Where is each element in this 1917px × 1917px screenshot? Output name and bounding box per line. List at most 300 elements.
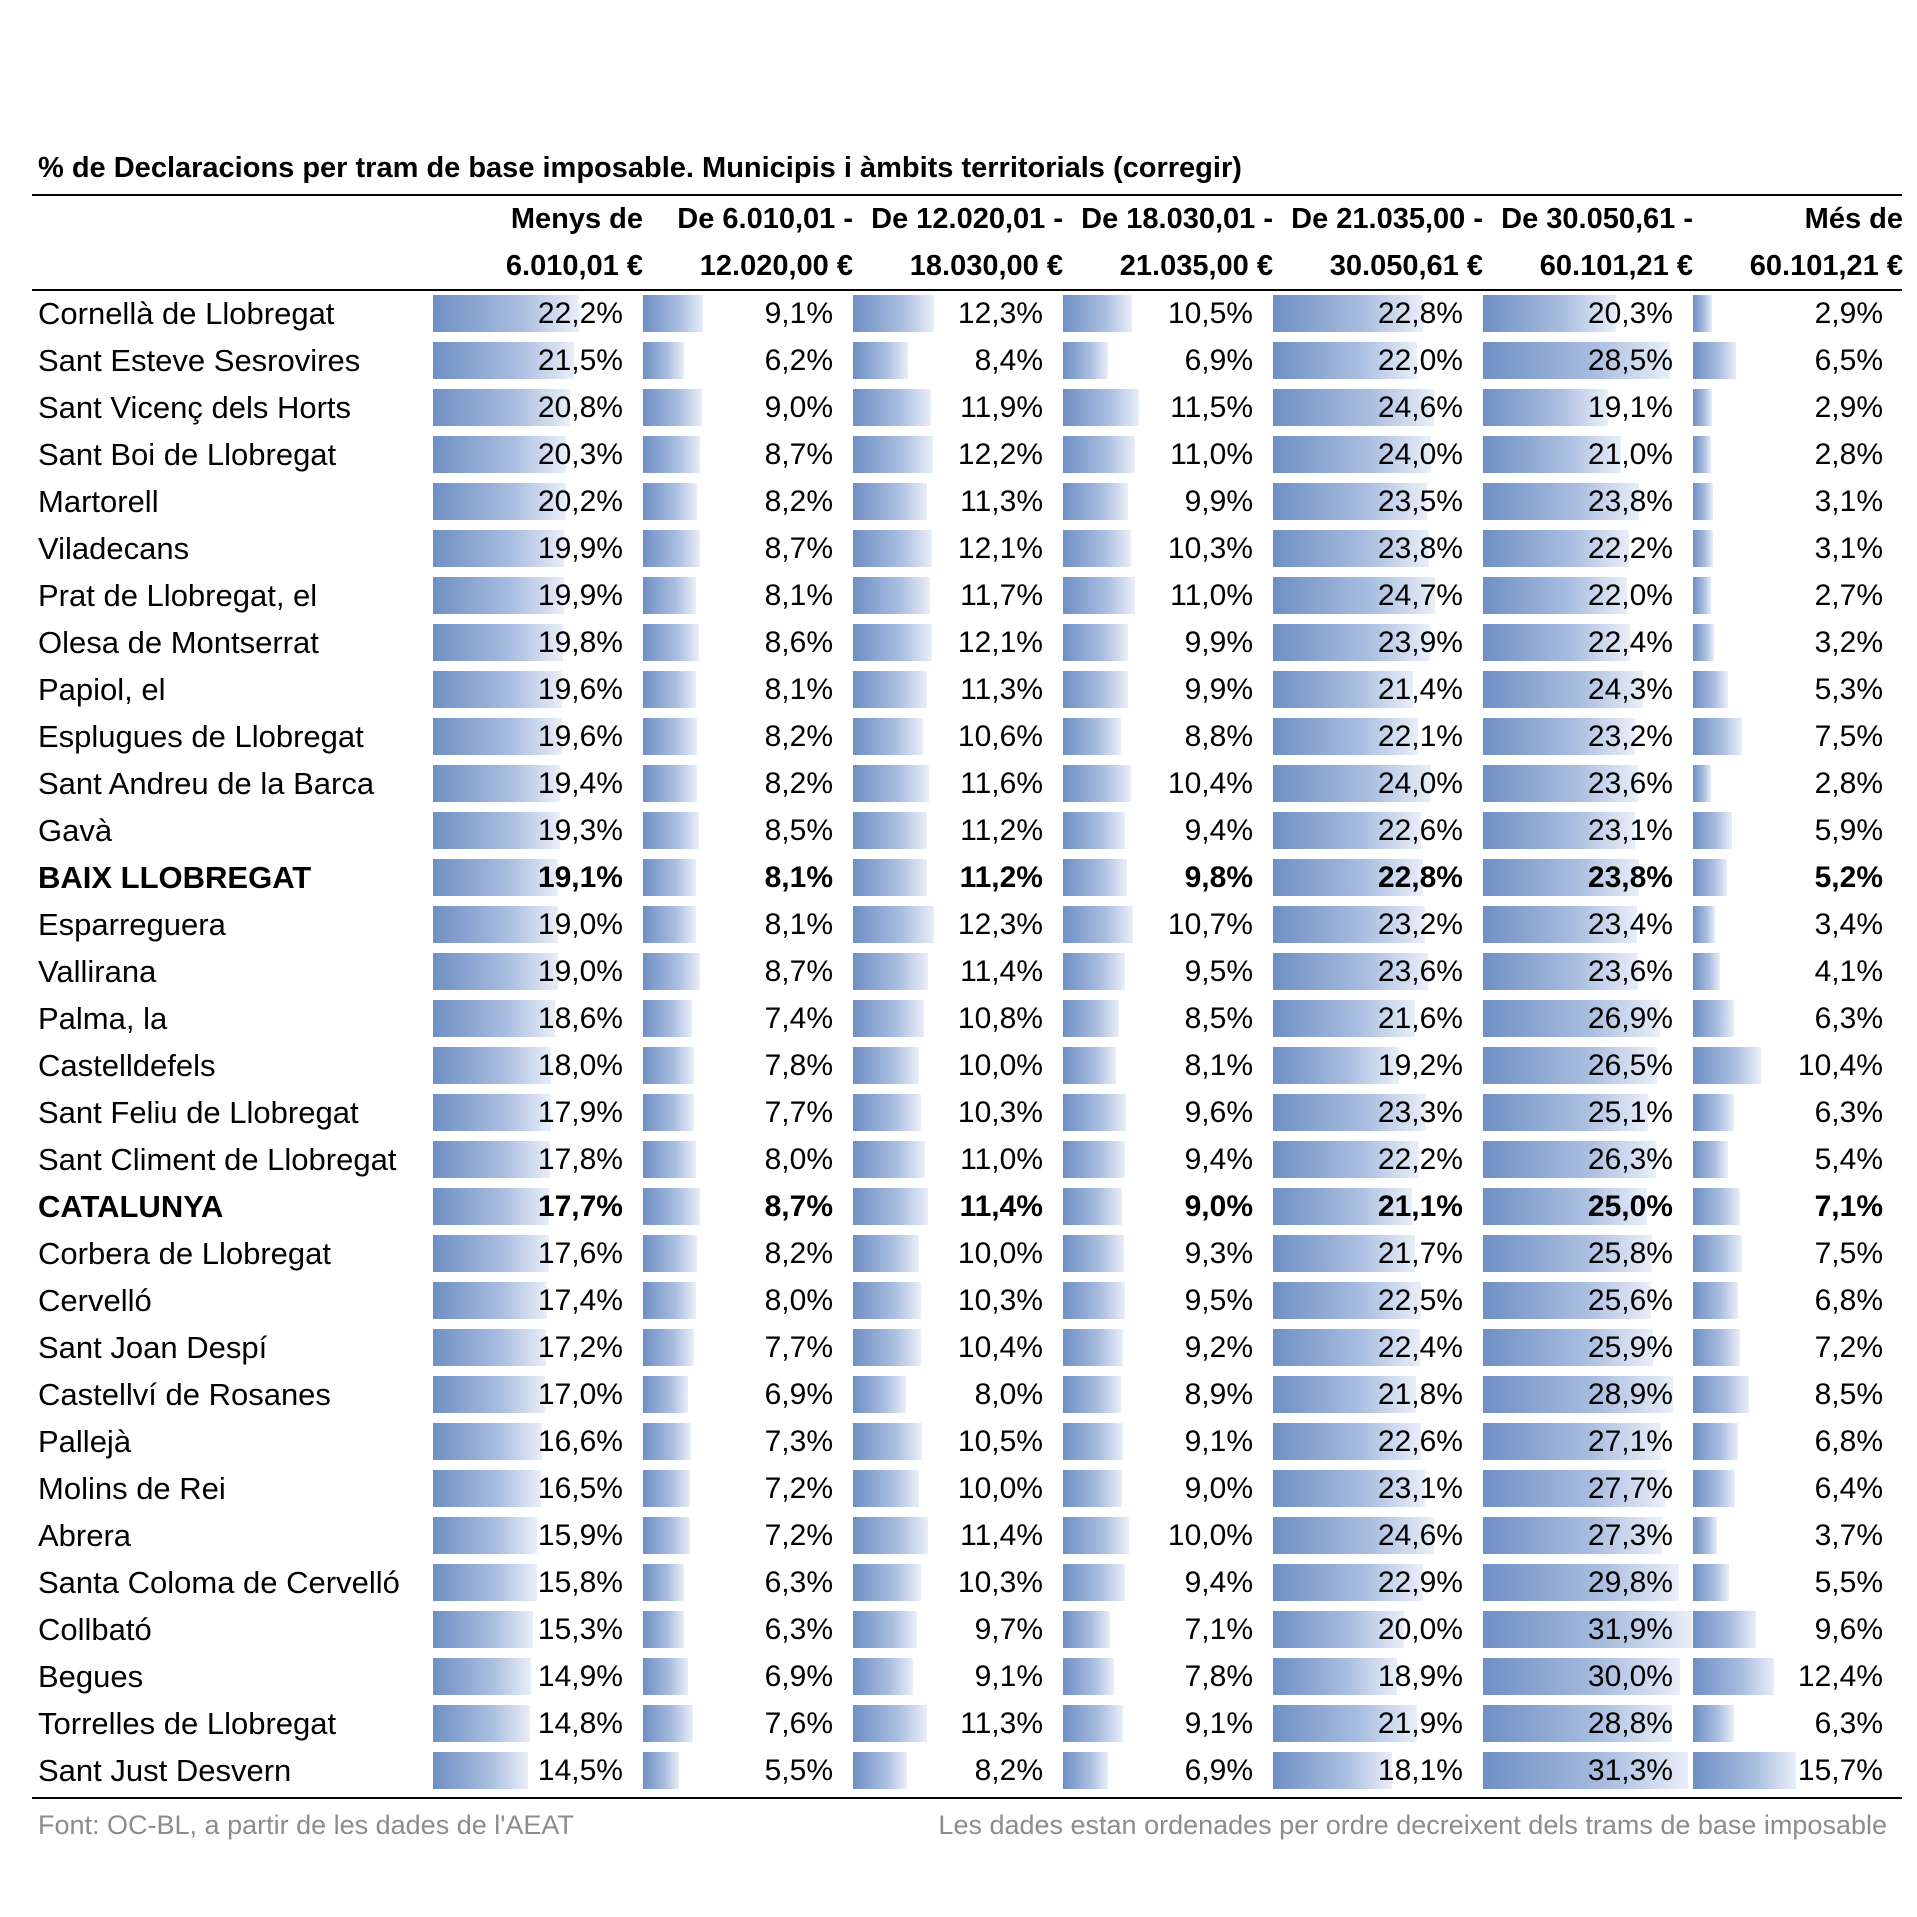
value-label: 21,7% bbox=[1377, 1237, 1463, 1270]
data-cell bbox=[1483, 431, 1693, 478]
data-cell bbox=[1483, 1042, 1693, 1089]
value-label: 9,5% bbox=[1184, 955, 1253, 988]
value-label: 11,9% bbox=[960, 391, 1043, 424]
table-row bbox=[0, 995, 1917, 1042]
row-label: Cornellà de Llobregat bbox=[38, 296, 335, 331]
data-cell bbox=[433, 1465, 643, 1512]
value-label: 11,0% bbox=[1170, 579, 1253, 612]
data-bar bbox=[1063, 1517, 1129, 1554]
value-label: 7,7% bbox=[764, 1096, 833, 1129]
data-bar bbox=[643, 1141, 696, 1178]
value-label: 6,9% bbox=[1184, 1754, 1253, 1787]
value-label: 21,8% bbox=[1377, 1378, 1463, 1411]
data-cell bbox=[433, 1700, 643, 1747]
value-label: 9,0% bbox=[1184, 1472, 1253, 1505]
data-cell bbox=[643, 1559, 853, 1606]
data-bar bbox=[433, 1376, 545, 1413]
data-bar bbox=[1693, 389, 1712, 426]
data-bar bbox=[1273, 1752, 1392, 1789]
data-cell bbox=[1273, 1089, 1483, 1136]
data-cell bbox=[433, 1559, 643, 1606]
data-bar bbox=[433, 1094, 551, 1131]
value-label: 6,3% bbox=[1814, 1096, 1883, 1129]
data-bar bbox=[643, 1188, 700, 1225]
data-cell bbox=[1273, 666, 1483, 713]
column-header-line2: 21.035,00 € bbox=[1119, 250, 1273, 282]
table-row bbox=[0, 431, 1917, 478]
value-label: 20,2% bbox=[537, 485, 623, 518]
data-cell bbox=[1063, 431, 1273, 478]
value-label: 9,6% bbox=[1814, 1613, 1883, 1646]
row-label: CATALUNYA bbox=[38, 1189, 224, 1224]
value-label: 22,9% bbox=[1377, 1566, 1463, 1599]
value-label: 16,5% bbox=[537, 1472, 623, 1505]
row-label: Castelldefels bbox=[38, 1048, 216, 1083]
value-label: 11,4% bbox=[960, 1519, 1043, 1552]
data-cell bbox=[1273, 431, 1483, 478]
data-cell bbox=[853, 619, 1063, 666]
value-label: 20,0% bbox=[1377, 1613, 1463, 1646]
data-bar bbox=[853, 1329, 921, 1366]
data-cell bbox=[1693, 572, 1903, 619]
value-label: 25,9% bbox=[1587, 1331, 1673, 1364]
data-cell bbox=[853, 1183, 1063, 1230]
table-row bbox=[0, 1512, 1917, 1559]
data-bar bbox=[853, 624, 932, 661]
data-cell bbox=[853, 1465, 1063, 1512]
data-bar bbox=[1063, 295, 1132, 332]
data-cell bbox=[1273, 995, 1483, 1042]
value-label: 3,1% bbox=[1814, 485, 1883, 518]
data-bar bbox=[643, 1282, 696, 1319]
data-cell bbox=[1483, 1653, 1693, 1700]
value-label: 22,8% bbox=[1377, 861, 1463, 894]
value-label: 6,2% bbox=[764, 344, 833, 377]
value-label: 19,2% bbox=[1377, 1049, 1463, 1082]
data-cell bbox=[643, 995, 853, 1042]
data-bar bbox=[643, 718, 697, 755]
value-label: 3,4% bbox=[1814, 908, 1883, 941]
data-cell bbox=[1273, 1465, 1483, 1512]
column-header-line2: 6.010,01 € bbox=[505, 250, 643, 282]
data-bar bbox=[1693, 671, 1728, 708]
data-cell bbox=[1483, 572, 1693, 619]
value-label: 17,4% bbox=[537, 1284, 623, 1317]
value-label: 9,1% bbox=[764, 297, 833, 330]
value-label: 11,0% bbox=[1170, 438, 1253, 471]
data-cell bbox=[643, 1700, 853, 1747]
value-label: 7,2% bbox=[1814, 1331, 1883, 1364]
data-bar bbox=[433, 1611, 533, 1648]
row-label: Cervelló bbox=[38, 1283, 152, 1318]
data-bar bbox=[433, 1470, 541, 1507]
value-label: 8,7% bbox=[764, 532, 833, 565]
data-bar bbox=[1063, 1188, 1122, 1225]
value-label: 22,4% bbox=[1587, 626, 1673, 659]
data-cell bbox=[853, 1653, 1063, 1700]
data-bar bbox=[1693, 1000, 1734, 1037]
data-cell bbox=[1693, 713, 1903, 760]
data-bar bbox=[1693, 1094, 1734, 1131]
value-label: 22,1% bbox=[1377, 720, 1463, 753]
data-cell bbox=[1063, 760, 1273, 807]
data-bar bbox=[1063, 1705, 1123, 1742]
data-cell bbox=[643, 666, 853, 713]
data-cell bbox=[433, 995, 643, 1042]
value-label: 12,3% bbox=[957, 908, 1043, 941]
data-bar bbox=[1063, 577, 1135, 614]
value-label: 27,3% bbox=[1587, 1519, 1673, 1552]
data-cell bbox=[853, 948, 1063, 995]
data-cell bbox=[433, 431, 643, 478]
data-bar bbox=[1693, 342, 1736, 379]
value-label: 22,5% bbox=[1377, 1284, 1463, 1317]
value-label: 8,0% bbox=[764, 1143, 833, 1176]
data-bar bbox=[1693, 906, 1715, 943]
value-label: 8,6% bbox=[764, 626, 833, 659]
data-cell bbox=[433, 525, 643, 572]
value-label: 4,1% bbox=[1814, 955, 1883, 988]
value-label: 25,8% bbox=[1587, 1237, 1673, 1270]
data-cell bbox=[1693, 1277, 1903, 1324]
column-header-line1: De 21.035,00 - bbox=[1291, 203, 1483, 235]
value-label: 28,9% bbox=[1587, 1378, 1673, 1411]
value-label: 22,2% bbox=[537, 297, 623, 330]
value-label: 21,4% bbox=[1377, 673, 1463, 706]
value-label: 24,6% bbox=[1377, 1519, 1463, 1552]
data-cell bbox=[1063, 384, 1273, 431]
value-label: 7,8% bbox=[1184, 1660, 1253, 1693]
value-label: 19,1% bbox=[1587, 391, 1673, 424]
value-label: 10,6% bbox=[957, 720, 1043, 753]
data-bar bbox=[433, 1752, 528, 1789]
value-label: 23,6% bbox=[1587, 955, 1673, 988]
data-cell bbox=[1483, 478, 1693, 525]
value-label: 11,6% bbox=[960, 767, 1043, 800]
data-bar bbox=[1063, 859, 1127, 896]
data-cell bbox=[433, 901, 643, 948]
data-cell bbox=[1483, 1089, 1693, 1136]
value-label: 11,7% bbox=[960, 579, 1043, 612]
value-label: 9,4% bbox=[1184, 1566, 1253, 1599]
value-label: 10,3% bbox=[957, 1096, 1043, 1129]
value-label: 8,7% bbox=[764, 438, 833, 471]
data-cell bbox=[1483, 713, 1693, 760]
value-label: 24,3% bbox=[1587, 673, 1673, 706]
table-row bbox=[0, 1418, 1917, 1465]
value-label: 10,4% bbox=[1797, 1049, 1883, 1082]
value-label: 9,6% bbox=[1184, 1096, 1253, 1129]
row-label: Sant Joan Despí bbox=[38, 1330, 268, 1365]
data-bar bbox=[643, 1752, 679, 1789]
data-bar bbox=[433, 1705, 530, 1742]
data-bar bbox=[643, 1658, 688, 1695]
data-cell bbox=[1483, 619, 1693, 666]
data-bar bbox=[433, 1235, 549, 1272]
data-cell bbox=[1693, 760, 1903, 807]
data-bar bbox=[1693, 1188, 1740, 1225]
value-label: 14,9% bbox=[537, 1660, 623, 1693]
data-bar bbox=[1693, 1752, 1796, 1789]
data-bar bbox=[853, 953, 928, 990]
data-bar bbox=[853, 1705, 927, 1742]
data-bar bbox=[1063, 1141, 1125, 1178]
data-cell bbox=[853, 1371, 1063, 1418]
value-label: 12,1% bbox=[957, 532, 1043, 565]
value-label: 2,9% bbox=[1814, 391, 1883, 424]
data-cell bbox=[1063, 1747, 1273, 1794]
data-bar bbox=[1693, 1705, 1734, 1742]
column-header-line2: 30.050,61 € bbox=[1329, 250, 1483, 282]
value-label: 26,3% bbox=[1587, 1143, 1673, 1176]
value-label: 23,1% bbox=[1377, 1472, 1463, 1505]
data-cell bbox=[1693, 1183, 1903, 1230]
column-header-line1: De 6.010,01 - bbox=[677, 203, 853, 235]
data-cell bbox=[643, 337, 853, 384]
data-cell bbox=[1273, 1418, 1483, 1465]
table-row bbox=[0, 1230, 1917, 1277]
value-label: 31,3% bbox=[1587, 1754, 1673, 1787]
value-label: 25,6% bbox=[1587, 1284, 1673, 1317]
data-cell bbox=[1063, 478, 1273, 525]
value-label: 23,2% bbox=[1587, 720, 1673, 753]
table-row bbox=[0, 478, 1917, 525]
data-cell bbox=[1063, 1465, 1273, 1512]
column-header-line1: De 18.030,01 - bbox=[1081, 203, 1273, 235]
value-label: 2,9% bbox=[1814, 297, 1883, 330]
row-label: Sant Vicenç dels Horts bbox=[38, 390, 352, 425]
data-bar bbox=[1693, 436, 1711, 473]
bottom-rule bbox=[32, 1797, 1902, 1799]
data-cell bbox=[1063, 807, 1273, 854]
data-bar bbox=[1063, 1047, 1116, 1084]
data-cell bbox=[1483, 1559, 1693, 1606]
value-label: 20,8% bbox=[537, 391, 623, 424]
value-label: 10,3% bbox=[957, 1566, 1043, 1599]
row-label: Sant Just Desvern bbox=[38, 1753, 292, 1788]
table-row bbox=[0, 1042, 1917, 1089]
value-label: 29,8% bbox=[1587, 1566, 1673, 1599]
data-cell bbox=[1483, 337, 1693, 384]
data-cell bbox=[1483, 854, 1693, 901]
data-cell bbox=[1273, 854, 1483, 901]
value-label: 9,4% bbox=[1184, 814, 1253, 847]
data-cell bbox=[1693, 1418, 1903, 1465]
data-bar bbox=[853, 389, 931, 426]
value-label: 18,9% bbox=[1377, 1660, 1463, 1693]
data-cell bbox=[1063, 1324, 1273, 1371]
data-bar bbox=[433, 1141, 550, 1178]
data-cell bbox=[643, 478, 853, 525]
data-bar bbox=[1063, 1423, 1123, 1460]
data-cell bbox=[853, 1136, 1063, 1183]
data-cell bbox=[1483, 290, 1693, 337]
value-label: 23,8% bbox=[1587, 861, 1673, 894]
value-label: 19,0% bbox=[537, 955, 623, 988]
row-label: Corbera de Llobregat bbox=[38, 1236, 331, 1271]
data-cell bbox=[433, 807, 643, 854]
data-cell bbox=[433, 1277, 643, 1324]
value-label: 9,5% bbox=[1184, 1284, 1253, 1317]
data-cell bbox=[643, 854, 853, 901]
data-cell bbox=[1063, 1606, 1273, 1653]
data-cell bbox=[1483, 1418, 1693, 1465]
value-label: 6,3% bbox=[1814, 1707, 1883, 1740]
data-cell bbox=[1063, 290, 1273, 337]
value-label: 8,1% bbox=[764, 908, 833, 941]
data-cell bbox=[1693, 525, 1903, 572]
data-bar bbox=[1693, 1376, 1749, 1413]
data-bar bbox=[433, 1423, 542, 1460]
value-label: 20,3% bbox=[537, 438, 623, 471]
data-cell bbox=[853, 1042, 1063, 1089]
data-cell bbox=[853, 478, 1063, 525]
value-label: 27,7% bbox=[1587, 1472, 1673, 1505]
value-label: 8,1% bbox=[764, 861, 833, 894]
data-cell bbox=[853, 1324, 1063, 1371]
data-bar bbox=[853, 1094, 921, 1131]
value-label: 19,4% bbox=[537, 767, 623, 800]
data-bar bbox=[853, 1188, 928, 1225]
data-cell bbox=[643, 713, 853, 760]
data-bar bbox=[643, 906, 696, 943]
value-label: 24,0% bbox=[1377, 767, 1463, 800]
data-bar bbox=[853, 906, 934, 943]
value-label: 10,7% bbox=[1167, 908, 1253, 941]
row-label: Papiol, el bbox=[38, 672, 166, 707]
data-bar bbox=[1063, 1564, 1125, 1601]
data-cell bbox=[853, 1559, 1063, 1606]
value-label: 22,0% bbox=[1587, 579, 1673, 612]
value-label: 7,6% bbox=[764, 1707, 833, 1740]
data-bar bbox=[643, 436, 700, 473]
data-cell bbox=[1273, 948, 1483, 995]
row-label: Esparreguera bbox=[38, 907, 226, 942]
data-bar bbox=[1063, 389, 1139, 426]
data-bar bbox=[1063, 1000, 1119, 1037]
row-label: Sant Climent de Llobregat bbox=[38, 1142, 397, 1177]
value-label: 9,7% bbox=[974, 1613, 1043, 1646]
table-row bbox=[0, 337, 1917, 384]
data-cell bbox=[1693, 995, 1903, 1042]
data-bar bbox=[643, 1564, 684, 1601]
value-label: 9,2% bbox=[1184, 1331, 1253, 1364]
table-row bbox=[0, 807, 1917, 854]
data-cell bbox=[1693, 1230, 1903, 1277]
data-bar bbox=[643, 765, 697, 802]
data-bar bbox=[1063, 1752, 1108, 1789]
value-label: 21,1% bbox=[1377, 1190, 1463, 1223]
data-bar bbox=[1693, 765, 1711, 802]
data-bar bbox=[433, 1282, 547, 1319]
data-cell bbox=[433, 854, 643, 901]
data-cell bbox=[853, 1089, 1063, 1136]
value-label: 17,9% bbox=[537, 1096, 623, 1129]
data-bar bbox=[853, 718, 923, 755]
data-bar bbox=[643, 1047, 694, 1084]
value-label: 19,6% bbox=[537, 720, 623, 753]
data-cell bbox=[433, 1418, 643, 1465]
value-label: 9,1% bbox=[974, 1660, 1043, 1693]
data-cell bbox=[1693, 1512, 1903, 1559]
value-label: 8,5% bbox=[764, 814, 833, 847]
data-cell bbox=[853, 572, 1063, 619]
value-label: 5,5% bbox=[1814, 1566, 1883, 1599]
data-cell bbox=[1483, 760, 1693, 807]
data-cell bbox=[1483, 1465, 1693, 1512]
data-cell bbox=[1483, 384, 1693, 431]
data-bar bbox=[853, 436, 933, 473]
data-cell bbox=[1693, 1559, 1903, 1606]
value-label: 14,5% bbox=[537, 1754, 623, 1787]
data-cell bbox=[433, 572, 643, 619]
value-label: 8,5% bbox=[1814, 1378, 1883, 1411]
value-label: 26,5% bbox=[1587, 1049, 1673, 1082]
value-label: 8,4% bbox=[974, 344, 1043, 377]
value-label: 20,3% bbox=[1587, 297, 1673, 330]
data-cell bbox=[433, 1183, 643, 1230]
data-bar bbox=[1693, 1564, 1729, 1601]
value-label: 8,2% bbox=[764, 720, 833, 753]
data-bar bbox=[643, 1470, 690, 1507]
data-cell bbox=[433, 290, 643, 337]
value-label: 9,3% bbox=[1184, 1237, 1253, 1270]
data-bar bbox=[1693, 1235, 1742, 1272]
value-label: 21,0% bbox=[1587, 438, 1673, 471]
value-label: 10,5% bbox=[957, 1425, 1043, 1458]
data-bar bbox=[1693, 1282, 1738, 1319]
data-bar bbox=[1063, 1470, 1122, 1507]
value-label: 23,8% bbox=[1587, 485, 1673, 518]
data-cell bbox=[1063, 948, 1273, 995]
data-bar bbox=[643, 1000, 692, 1037]
value-label: 8,1% bbox=[1184, 1049, 1253, 1082]
data-bar bbox=[853, 1658, 913, 1695]
value-label: 12,4% bbox=[1797, 1660, 1883, 1693]
data-cell bbox=[1063, 713, 1273, 760]
data-cell bbox=[433, 1089, 643, 1136]
data-cell bbox=[853, 1230, 1063, 1277]
value-label: 7,1% bbox=[1184, 1613, 1253, 1646]
data-cell bbox=[433, 478, 643, 525]
data-cell bbox=[1273, 337, 1483, 384]
data-bar bbox=[433, 1517, 537, 1554]
value-label: 11,2% bbox=[959, 861, 1043, 894]
value-label: 7,1% bbox=[1814, 1190, 1883, 1223]
value-label: 10,0% bbox=[957, 1049, 1043, 1082]
table-row bbox=[0, 290, 1917, 337]
data-bar bbox=[853, 1564, 921, 1601]
data-cell bbox=[1273, 525, 1483, 572]
value-label: 24,6% bbox=[1377, 391, 1463, 424]
value-label: 6,8% bbox=[1814, 1284, 1883, 1317]
value-label: 22,8% bbox=[1377, 297, 1463, 330]
value-label: 30,0% bbox=[1587, 1660, 1673, 1693]
data-cell bbox=[1063, 572, 1273, 619]
value-label: 6,3% bbox=[764, 1613, 833, 1646]
data-cell bbox=[1483, 1230, 1693, 1277]
data-cell bbox=[1273, 478, 1483, 525]
data-cell bbox=[433, 1324, 643, 1371]
data-bar bbox=[1693, 1517, 1717, 1554]
data-cell bbox=[1693, 1324, 1903, 1371]
value-label: 6,9% bbox=[764, 1378, 833, 1411]
data-cell bbox=[1063, 666, 1273, 713]
data-cell bbox=[643, 1183, 853, 1230]
data-cell bbox=[1273, 1606, 1483, 1653]
row-label: BAIX LLOBREGAT bbox=[38, 860, 312, 895]
value-label: 8,1% bbox=[764, 579, 833, 612]
